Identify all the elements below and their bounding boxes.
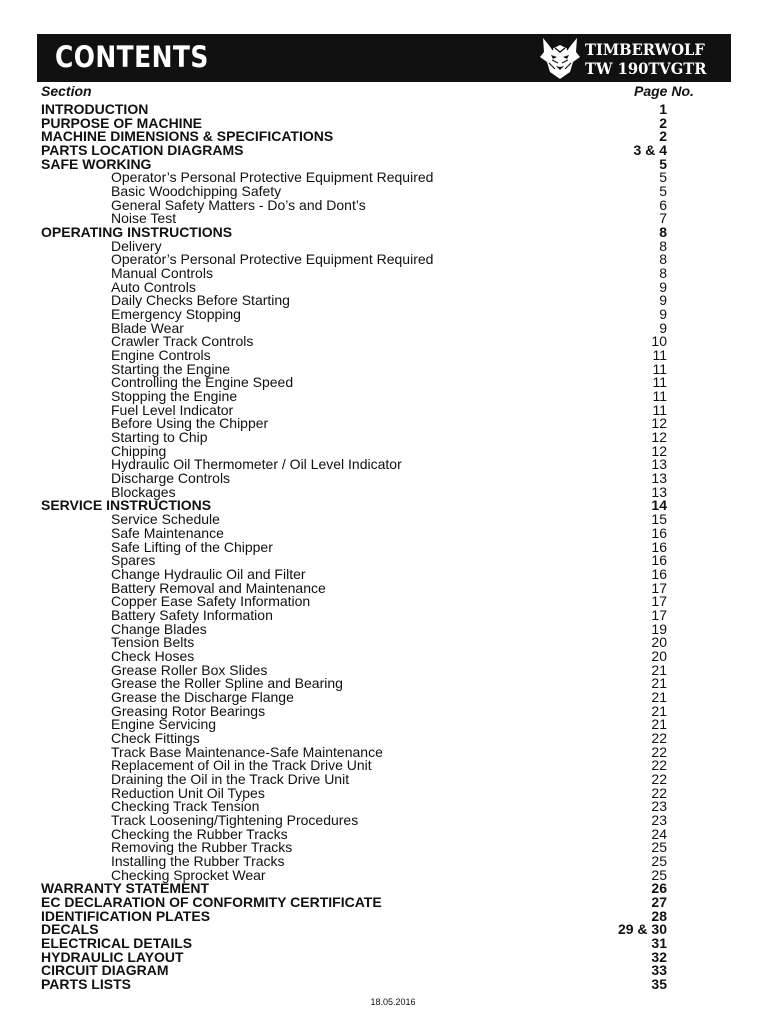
toc-page-number: 25 [651, 866, 667, 883]
toc-entry-label: Grease the Discharge Flange [111, 688, 294, 705]
toc-entry-label: Engine Servicing [111, 716, 217, 733]
toc-page-number: 11 [652, 347, 667, 364]
toc-page-number: 5 [659, 169, 667, 186]
toc-entry-label: Checking the Rubber Tracks [111, 825, 288, 842]
toc-page-number: 9 [659, 278, 667, 295]
toc-entry-label: Manual Controls [111, 265, 213, 282]
toc-page-number: 12 [651, 429, 667, 446]
toc-page-number: 16 [651, 552, 667, 569]
toc-entry-label: Chipping [111, 442, 167, 459]
toc-entry-label: Tension Belts [111, 634, 195, 651]
toc-page-number: 8 [659, 265, 667, 282]
toc-page-number: 2 [659, 128, 667, 145]
toc-page-number: 29 & 30 [617, 921, 667, 938]
toc-page-number: 5 [659, 183, 667, 200]
toc-page-number: 20 [651, 634, 667, 651]
toc-entry-label: Removing the Rubber Tracks [111, 839, 293, 856]
brand-line-2: TW 190TVGTR [585, 59, 707, 78]
toc-entry-label: Daily Checks Before Starting [111, 292, 290, 309]
toc-entry-label: INTRODUCTION [41, 101, 149, 117]
toc-entry-label: Installing the Rubber Tracks [111, 852, 285, 869]
toc-entry-label: Draining the Oil in the Track Drive Unit [111, 770, 350, 787]
brand-line-1: TIMBERWOLF [585, 40, 705, 59]
toc-entry-label: Emergency Stopping [111, 306, 241, 323]
toc-page-number: 8 [659, 251, 667, 268]
toc-page-number: 21 [651, 661, 667, 678]
toc-entry-label: Check Fittings [111, 729, 200, 746]
toc-entry-label: Safe Maintenance [111, 524, 224, 541]
toc-entry-label: Grease the Roller Spline and Bearing [111, 675, 343, 692]
toc-entry-label: Safe Lifting of the Chipper [111, 538, 273, 555]
toc-page-number: 16 [651, 538, 667, 555]
toc-page-number: 5 [659, 155, 667, 172]
toc-page-number: 22 [651, 784, 667, 801]
toc-page-number: 12 [651, 415, 667, 432]
toc-entry-label: MACHINE DIMENSIONS & SPECIFICATIONS [41, 128, 334, 145]
page-title: CONTENTS [55, 40, 209, 74]
toc-entry-label: Controlling the Engine Speed [111, 374, 294, 391]
toc-entry-label: Spares [111, 552, 156, 569]
toc-entry-label: Track Loosening/Tightening Procedures [111, 811, 359, 828]
toc-entry-label: Checking Track Tension [111, 798, 260, 815]
toc-entry-label: SAFE WORKING [41, 155, 152, 172]
toc-page-number: 20 [651, 647, 667, 664]
toc-entry-label: Operator’s Personal Protective Equipment Required [111, 251, 434, 268]
toc-page-number: 16 [651, 524, 667, 541]
toc-entry-label: Blockages [111, 483, 176, 500]
toc-page-number: 13 [651, 456, 667, 473]
toc-entry-label: Battery Removal and Maintenance [111, 579, 326, 596]
toc-section-row [0, 978, 768, 992]
toc-page-number: 22 [651, 729, 667, 746]
toc-page-number: 14 [651, 497, 667, 514]
toc-entry-label: Starting the Engine [111, 360, 231, 377]
toc-page-number: 11 [652, 388, 667, 405]
toc-entry-label: Hydraulic Oil Thermometer / Oil Level Indicator [111, 456, 402, 473]
toc-entry-label: PARTS LOCATION DIAGRAMS [41, 142, 244, 159]
toc-page-number: 21 [651, 688, 667, 705]
toc-page-number: 33 [651, 962, 667, 979]
toc-page-number: 11 [652, 360, 667, 377]
toc-page-number: 22 [651, 757, 667, 774]
toc-page-number: 35 [651, 976, 667, 992]
toc-entry-label: Track Base Maintenance-Safe Maintenance [111, 743, 383, 760]
toc-entry-label: PARTS LISTS [41, 976, 131, 992]
toc-entry-label: Basic Woodchipping Safety [111, 183, 282, 200]
toc-entry-label: Change Hydraulic Oil and Filter [111, 565, 306, 582]
toc-page-number: 31 [651, 934, 667, 951]
toc-page-number: 17 [651, 593, 667, 610]
toc-page-number: 25 [651, 839, 667, 856]
toc-entry-label: WARRANTY STATEMENT [41, 880, 209, 897]
brand-name [585, 40, 706, 78]
toc-entry-label: CIRCUIT DIAGRAM [41, 962, 169, 979]
toc-page-number: 17 [651, 579, 667, 596]
toc-page-number: 9 [659, 292, 667, 309]
toc-entry-label: Auto Controls [111, 278, 196, 295]
toc-entry-label: Reduction Unit Oil Types [111, 784, 265, 801]
toc-entry-label: Before Using the Chipper [111, 415, 269, 432]
toc-entry-label: Delivery [111, 237, 162, 254]
toc-page-number: 28 [651, 907, 667, 924]
toc-entry-label: Checking Sprocket Wear [111, 866, 266, 883]
page-column-header: Page No. [634, 83, 694, 99]
toc-entry-label: IDENTIFICATION PLATES [41, 907, 211, 924]
toc-page-number: 22 [651, 770, 667, 787]
toc-entry-label: Service Schedule [111, 511, 220, 528]
toc-entry-label: SERVICE INSTRUCTIONS [41, 497, 212, 514]
toc-entry-label: PURPOSE OF MACHINE [41, 114, 203, 131]
toc-entry-label: Check Hoses [111, 647, 195, 664]
toc-page-number: 25 [651, 852, 667, 869]
toc-entry-label: Discharge Controls [111, 470, 231, 487]
toc-page-number: 19 [651, 620, 667, 637]
toc-page-number: 8 [659, 224, 667, 241]
toc-page-number: 12 [651, 442, 667, 459]
toc-page-number: 3 & 4 [633, 142, 667, 159]
toc-entry-label: Crawler Track Controls [111, 333, 254, 350]
toc-page-number: 17 [651, 606, 667, 623]
toc-entry-label: ELECTRICAL DETAILS [41, 934, 193, 951]
toc-page-number: 9 [659, 319, 667, 336]
toc-page-number: 11 [652, 401, 667, 418]
toc-page-number: 11 [652, 374, 667, 391]
toc-page-number: 21 [651, 702, 667, 719]
toc-page-number: 16 [651, 565, 667, 582]
toc-page-number: 13 [651, 470, 667, 487]
toc-page-number: 24 [651, 825, 667, 842]
toc-page-number: 32 [651, 948, 667, 965]
toc-page-number: 10 [651, 333, 667, 350]
toc-page-number: 15 [651, 511, 667, 528]
toc-entry-label: Replacement of Oil in the Track Drive Unit [111, 757, 372, 774]
toc-page-number: 8 [659, 237, 667, 254]
section-column-header: Section [41, 83, 92, 99]
toc-page-number: 23 [651, 798, 667, 815]
toc-page-number: 6 [659, 196, 667, 213]
toc-page-number: 21 [651, 716, 667, 733]
toc-entry-label: Copper Ease Safety Information [111, 593, 311, 610]
toc-entry-label: General Safety Matters - Do’s and Dont’s [111, 196, 366, 213]
toc-page-number: 27 [651, 893, 667, 910]
toc-page-number: 26 [651, 880, 667, 897]
footer-date: 18.05.2016 [370, 997, 416, 1007]
table-of-contents [0, 103, 768, 992]
toc-entry-label: Greasing Rotor Bearings [111, 702, 266, 719]
header-bar [37, 34, 731, 82]
toc-entry-label: Battery Safety Information [111, 606, 273, 623]
toc-entry-label: Change Blades [111, 620, 207, 637]
toc-entry-label: EC DECLARATION OF CONFORMITY CERTIFICATE [41, 893, 382, 910]
toc-page-number: 22 [651, 743, 667, 760]
toc-page-number: 9 [659, 306, 667, 323]
toc-entry-label: OPERATING INSTRUCTIONS [41, 224, 233, 241]
toc-entry-label: DECALS [41, 921, 99, 938]
toc-entry-label: Blade Wear [111, 319, 184, 336]
toc-page-number: 13 [651, 483, 667, 500]
toc-page-number: 7 [659, 210, 667, 227]
wolf-head-icon [539, 36, 581, 80]
toc-entry-label: HYDRAULIC LAYOUT [41, 948, 184, 965]
toc-entry-label: Stopping the Engine [111, 388, 238, 405]
toc-page-number: 21 [651, 675, 667, 692]
toc-page-number: 1 [659, 101, 667, 117]
toc-entry-label: Starting to Chip [111, 429, 208, 446]
toc-entry-label: Operator’s Personal Protective Equipment Required [111, 169, 434, 186]
toc-entry-label: Fuel Level Indicator [111, 401, 234, 418]
toc-entry-label: Engine Controls [111, 347, 211, 364]
toc-entry-label: Noise Test [111, 210, 177, 227]
toc-page-number: 23 [651, 811, 667, 828]
toc-page-number: 2 [659, 114, 667, 131]
toc-entry-label: Grease Roller Box Slides [111, 661, 268, 678]
